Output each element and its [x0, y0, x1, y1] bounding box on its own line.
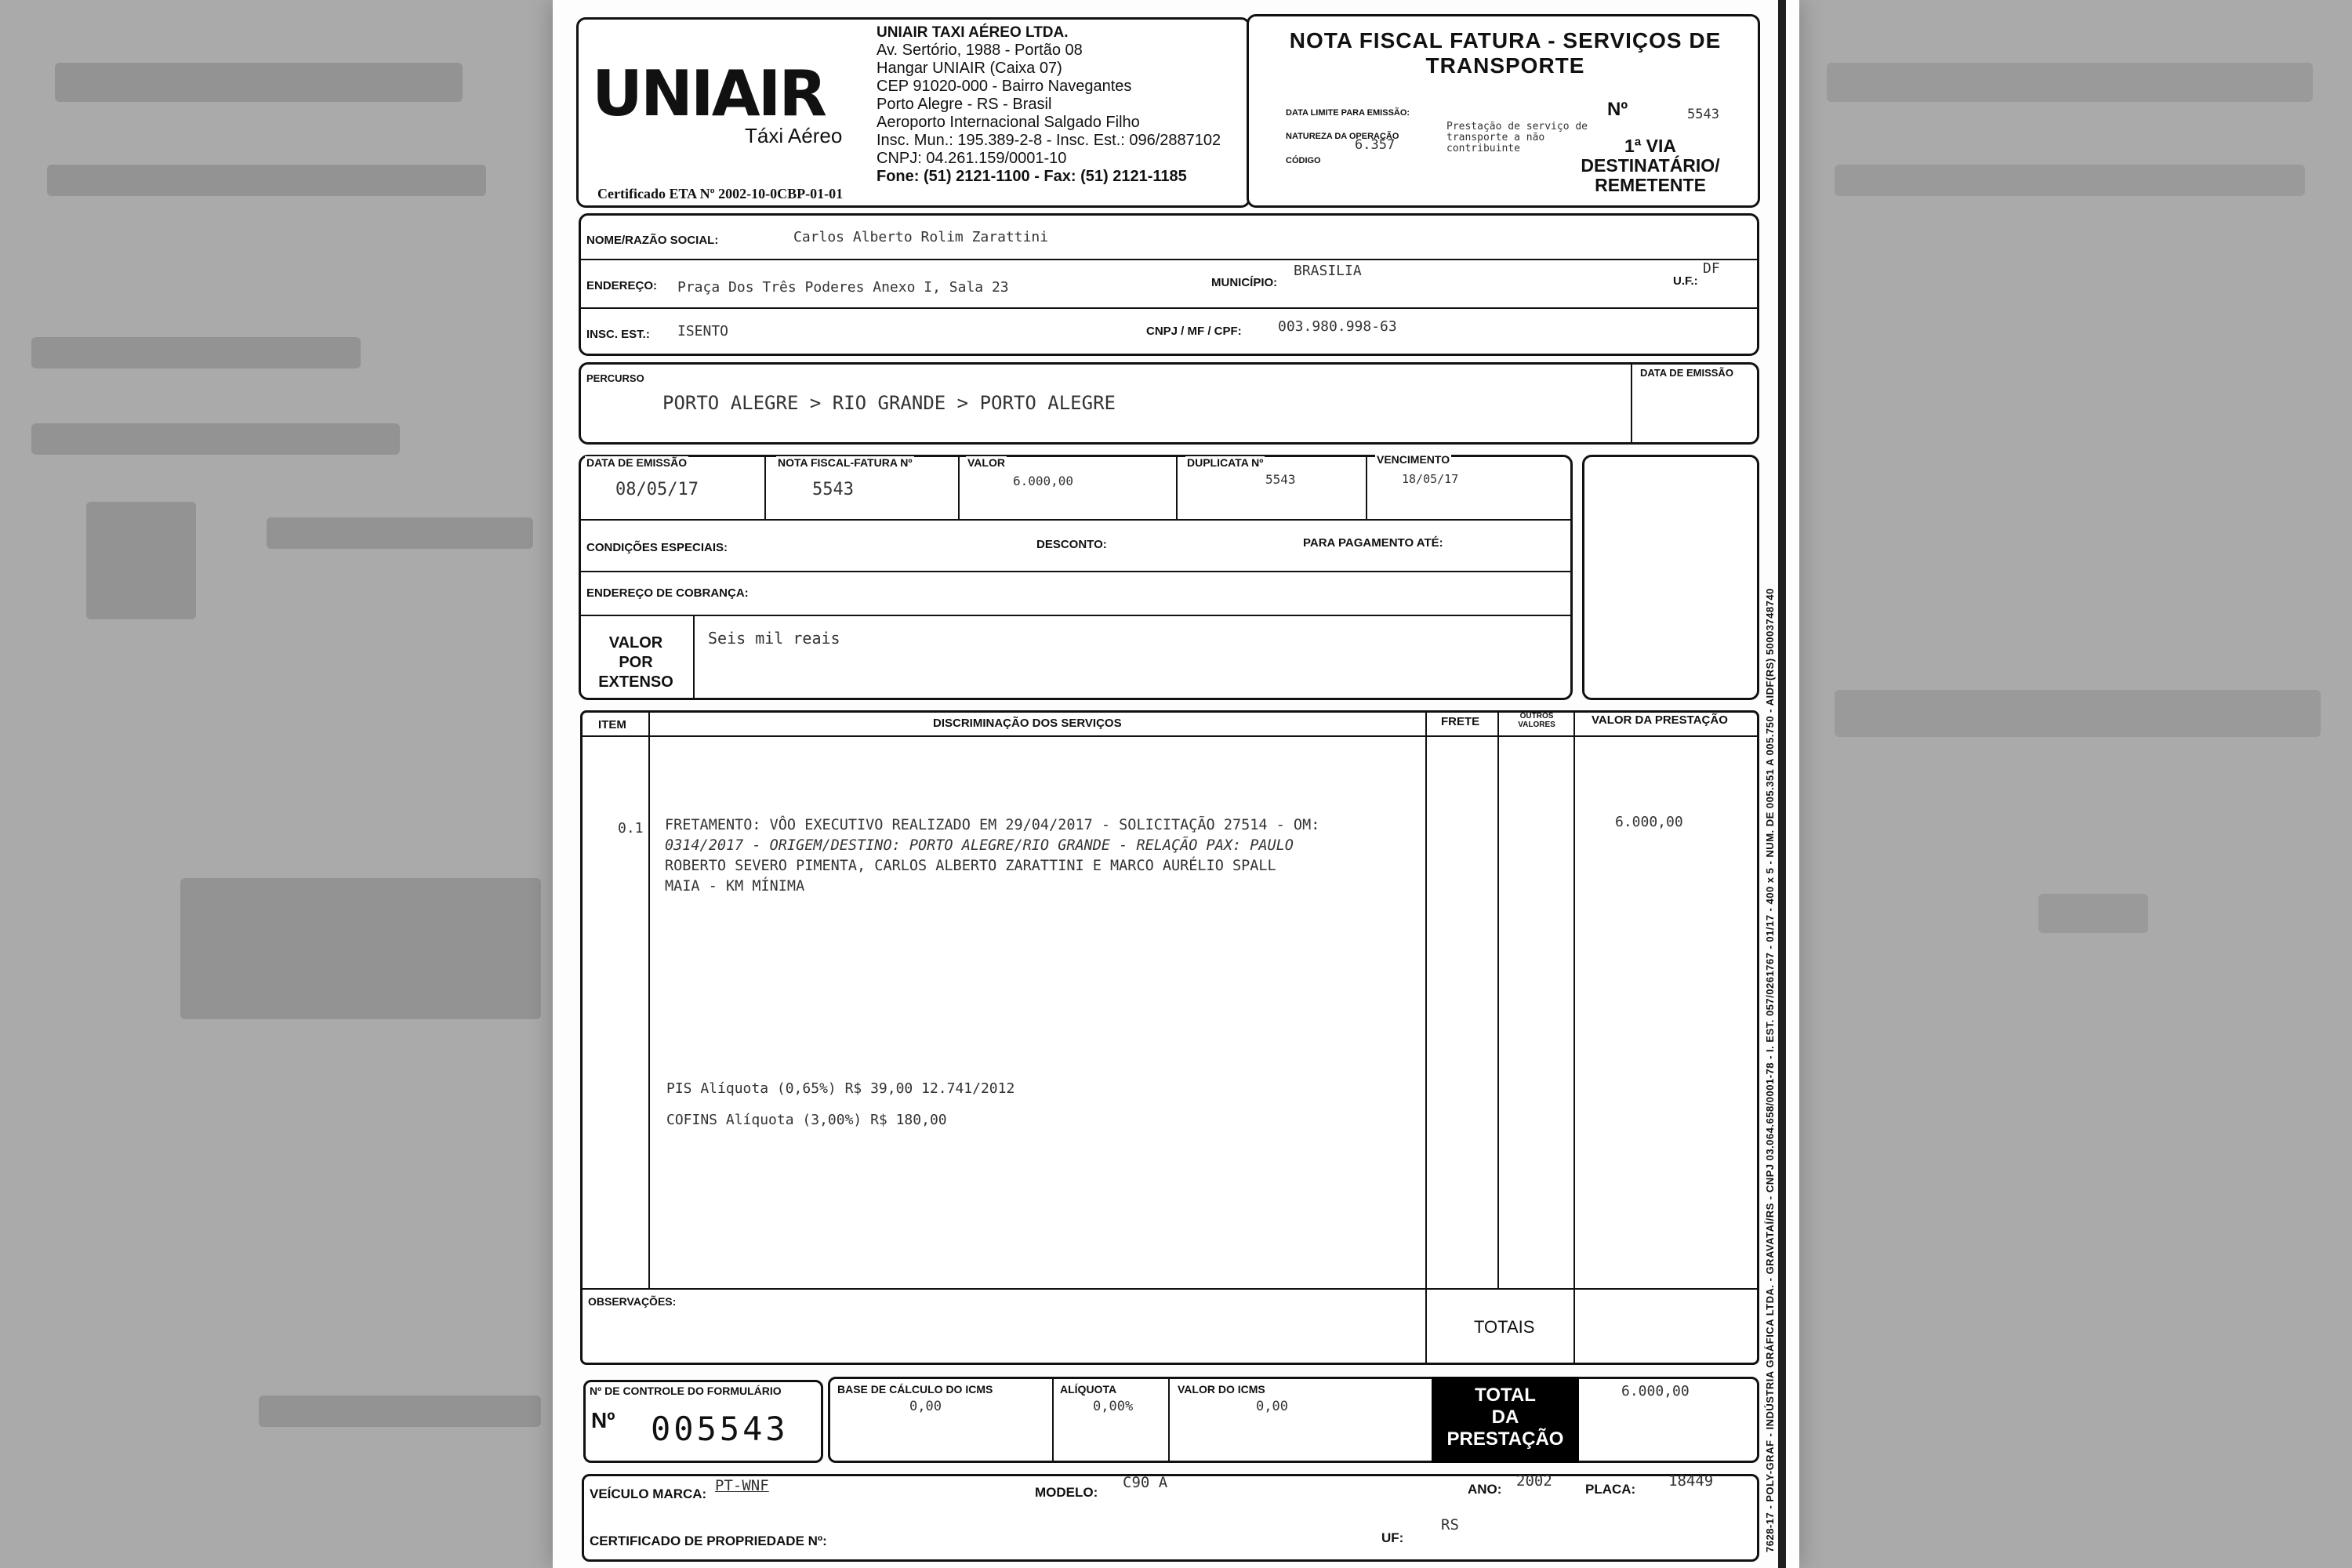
company-name: UNIAIR TAXI AÉREO LTDA.: [877, 24, 1069, 41]
service-valor: 6.000,00: [1615, 814, 1683, 830]
route-value: PORTO ALEGRE > RIO GRANDE > PORTO ALEGRE: [662, 392, 1116, 414]
aliquota-label: ALÍQUOTA: [1060, 1383, 1117, 1396]
pis-line: PIS Alíquota (0,65%) R$ 39,00 12.741/2012: [666, 1080, 1015, 1097]
vencimento-label: VENCIMENTO: [1377, 453, 1450, 466]
duplicata-label: DUPLICATA Nº: [1187, 456, 1264, 469]
valor-label: VALOR: [967, 456, 1005, 469]
divider: [1176, 456, 1178, 519]
control-label: Nº DE CONTROLE DO FORMULÁRIO: [590, 1385, 782, 1397]
printer-code: [1764, 588, 1788, 1552]
via-line: REMETENTE: [1595, 175, 1706, 195]
extenso-value: Seis mil reais: [708, 629, 840, 648]
company-logo: UNIAIR: [592, 57, 825, 130]
divider: [1366, 456, 1367, 519]
natureza-label: NATUREZA DA OPERAÇÃO: [1286, 132, 1399, 141]
ano-label: ANO:: [1468, 1482, 1502, 1497]
background-blur: [55, 63, 463, 102]
extenso-label: [586, 633, 685, 692]
company-phone: Fone: (51) 2121-1100 - Fax: (51) 2121-1185: [877, 168, 1187, 185]
divider: [1425, 712, 1427, 1363]
modelo-value: C90 A: [1123, 1474, 1168, 1491]
company-address-line: CEP 91020-000 - Bairro Navegantes: [877, 78, 1132, 95]
pagamento-label: PARA PAGAMENTO ATÉ:: [1303, 536, 1443, 550]
background-blur: [267, 517, 533, 549]
via-line: 1ª VIA: [1624, 136, 1677, 156]
service-item: 0.1: [618, 820, 644, 837]
divider: [1168, 1378, 1170, 1461]
vehicle-uf-label: UF:: [1381, 1530, 1404, 1545]
divider: [580, 307, 1758, 309]
background-blur: [259, 1396, 541, 1427]
marca-value: PT-WNF: [715, 1477, 769, 1494]
total-label-line: DA: [1491, 1406, 1519, 1428]
divider: [582, 1288, 1758, 1290]
aliquota-value: 0,00%: [1093, 1399, 1134, 1414]
cobranca-label: ENDEREÇO DE COBRANÇA:: [586, 586, 749, 600]
background-blur: [47, 165, 486, 196]
desconto-label: DESCONTO:: [1036, 538, 1107, 551]
via-label: [1560, 136, 1740, 195]
divider: [580, 259, 1758, 260]
divider: [580, 615, 1571, 616]
total-label-line: TOTAL: [1475, 1385, 1536, 1406]
route-label: PERCURSO: [586, 372, 644, 384]
col-outros-header: OUTROS VALORES: [1518, 712, 1555, 729]
divider: [1573, 712, 1575, 1363]
col-item-header: ITEM: [598, 718, 626, 731]
total-prestacao-box: [1432, 1377, 1579, 1463]
cofins-line: COFINS Alíquota (3,00%) R$ 180,00: [666, 1112, 947, 1128]
city-label: MUNICÍPIO:: [1211, 276, 1278, 289]
background-blur: [2038, 894, 2148, 933]
background-blur: [31, 423, 400, 455]
extenso-label-line: VALOR: [608, 634, 663, 652]
background-blur: [1835, 690, 2321, 737]
background-blur: [180, 878, 541, 1019]
divider: [580, 571, 1571, 572]
observacoes-label: OBSERVAÇÕES:: [588, 1295, 677, 1308]
divider: [764, 456, 766, 519]
company-certificate: Certificado ETA Nº 2002-10-0CBP-01-01: [597, 186, 844, 201]
cert-propriedade-label: CERTIFICADO DE PROPRIEDADE Nº:: [590, 1534, 827, 1548]
company-address-line: Insc. Mun.: 195.389-2-8 - Insc. Est.: 096/2887102: [877, 132, 1221, 149]
data-limite-label: DATA LIMITE PARA EMISSÃO:: [1286, 108, 1410, 118]
side-blank-box: [1582, 455, 1759, 700]
company-address-line: Hangar UNIAIR (Caixa 07): [877, 60, 1062, 77]
divider: [1631, 364, 1632, 443]
via-line: DESTINATÁRIO/: [1581, 155, 1720, 176]
service-desc-line: 0314/2017 - ORIGEM/DESTINO: PORTO ALEGRE/RIO GRANDE - RELAÇÃO PAX: PAULO: [665, 837, 1294, 854]
totais-label: TOTAIS: [1474, 1317, 1535, 1337]
background-blur: [31, 337, 361, 368]
name-value: Carlos Alberto Rolim Zarattini: [793, 229, 1049, 245]
vehicle-uf-value: RS: [1441, 1516, 1459, 1534]
natureza-value: Prestação de serviço de transporte a não contribuinte: [1446, 121, 1588, 154]
service-desc-line: MAIA - KM MÍNIMA: [665, 878, 805, 895]
codigo-value: 6.357: [1355, 137, 1396, 153]
ano-value: 2002: [1516, 1472, 1552, 1490]
duplicata-value: 5543: [1265, 472, 1296, 487]
divider: [958, 456, 960, 519]
control-number: 005543: [651, 1410, 789, 1448]
printer-code-text: 7628-17 - POLY-GRAF - INDÚSTRIA GRÁFICA LTDA. - GRAVATAÍ/RS - CNPJ 03.064.658/0001-78 - I. EST. 057/0261767 - 01/17 - 400 x 5 - NUM. DE 005.351 A 005.750 - AIDF(RS) 50003748740: [1764, 588, 1776, 1552]
data-emissao-label: DATA DE EMISSÃO: [586, 456, 688, 469]
base-icms-label: BASE DE CÁLCULO DO ICMS: [837, 1383, 993, 1396]
uf-value: DF: [1703, 260, 1720, 277]
services-table: [580, 710, 1759, 1365]
company-details: [877, 24, 1221, 186]
address-value: Praça Dos Três Poderes Anexo I, Sala 23: [677, 279, 1009, 296]
icms-value: 0,00: [1256, 1399, 1288, 1414]
cnpj-label: CNPJ / MF / CPF:: [1146, 325, 1242, 338]
modelo-label: MODELO:: [1035, 1485, 1098, 1500]
uf-label: U.F.:: [1673, 274, 1698, 288]
background-blur: [1827, 63, 2313, 102]
background-blur: [86, 502, 196, 619]
city-value: BRASILIA: [1294, 263, 1362, 279]
invoice-title: NOTA FISCAL FATURA - SERVIÇOS DE TRANSPORTE: [1289, 28, 1722, 78]
extenso-label-line: EXTENSO: [598, 673, 673, 691]
ie-label: INSC. EST.:: [586, 328, 650, 341]
col-frete-header: FRETE: [1441, 715, 1480, 728]
numero-label: Nº: [1607, 99, 1628, 120]
name-label: NOME/RAZÃO SOCIAL:: [586, 234, 719, 247]
valor-value: 6.000,00: [1013, 474, 1074, 488]
placa-value: 18449: [1668, 1472, 1714, 1490]
numero-value: 5543: [1687, 107, 1719, 122]
company-address-line: Porto Alegre - RS - Brasil: [877, 96, 1052, 113]
vencimento-value: 18/05/17: [1402, 472, 1459, 486]
divider: [1052, 1378, 1054, 1461]
divider: [1497, 712, 1499, 1288]
nf-value: 5543: [812, 480, 854, 499]
data-emissao-value: 08/05/17: [615, 480, 699, 499]
extenso-label-line: POR: [619, 654, 653, 671]
codigo-label: CÓDIGO: [1286, 156, 1321, 165]
icms-label: VALOR DO ICMS: [1178, 1383, 1265, 1396]
control-prefix: Nº: [591, 1408, 615, 1432]
total-value: 6.000,00: [1621, 1383, 1690, 1399]
divider: [648, 712, 650, 1288]
ie-value: ISENTO: [677, 323, 729, 339]
logo-subtitle: Táxi Aéreo: [745, 124, 843, 147]
service-description: [665, 815, 1319, 897]
base-icms-value: 0,00: [909, 1399, 942, 1414]
nf-label: NOTA FISCAL-FATURA Nº: [778, 456, 913, 469]
divider: [582, 735, 1758, 737]
company-address-line: CNPJ: 04.261.159/0001-10: [877, 150, 1067, 167]
cond-especiais-label: CONDIÇÕES ESPECIAIS:: [586, 541, 728, 554]
route-issue-label: DATA DE EMISSÃO: [1640, 367, 1733, 379]
cnpj-value: 003.980.998-63: [1278, 318, 1397, 335]
marca-label: VEÍCULO MARCA:: [590, 1486, 707, 1501]
service-desc-line: FRETAMENTO: VÔO EXECUTIVO REALIZADO EM 29/04/2017 - SOLICITAÇÃO 27514 - OM:: [665, 817, 1320, 833]
divider: [580, 519, 1571, 521]
col-valor-header: VALOR DA PRESTAÇÃO: [1592, 713, 1728, 727]
invoice-info-box: [579, 455, 1573, 700]
total-label-line: PRESTAÇÃO: [1446, 1428, 1564, 1450]
service-desc-line: ROBERTO SEVERO PIMENTA, CARLOS ALBERTO ZARATTINI E MARCO AURÉLIO SPALL: [665, 858, 1276, 874]
col-desc-header: DISCRIMINAÇÃO DOS SERVIÇOS: [933, 717, 1122, 730]
divider: [693, 616, 695, 699]
placa-label: PLACA:: [1585, 1482, 1636, 1497]
company-address-line: Aeroporto Internacional Salgado Filho: [877, 114, 1140, 131]
address-label: ENDEREÇO:: [586, 279, 658, 292]
company-address-line: Av. Sertório, 1988 - Portão 08: [877, 42, 1083, 59]
background-blur: [1835, 165, 2305, 196]
